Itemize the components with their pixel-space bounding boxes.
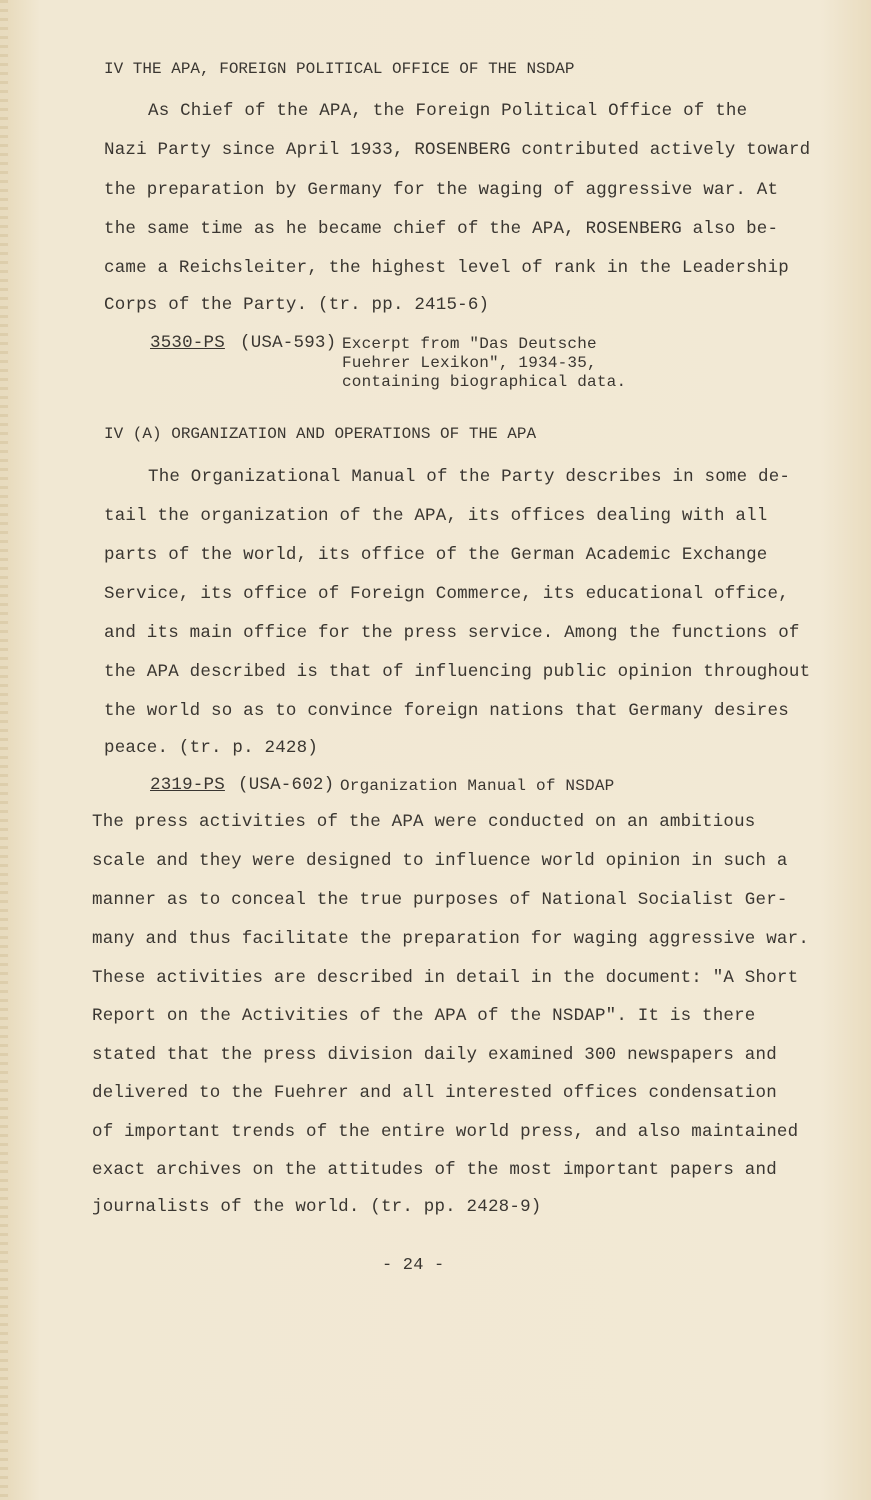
paragraph-line: came a Reichsleiter, the highest level of rank in the Leadership [104,258,789,278]
paragraph-line: of important trends of the entire world press, and also maintained [92,1122,799,1142]
paragraph-line: parts of the world, its office of the German Academic Exchange [104,545,768,565]
paragraph-line: Report on the Activities of the APA of the NSDAP". It is there [92,1006,756,1026]
paragraph-line: the preparation by Germany for the waging of aggressive war. At [104,180,779,200]
reference-title: Organization Manual of NSDAP [340,777,615,795]
paragraph-line: the APA described is that of influencing public opinion throughout [104,662,811,682]
paragraph-line: These activities are described in detail in the document: "A Short [92,968,799,988]
section-heading-organization: IV (A) ORGANIZATION AND OPERATIONS OF THE APA [104,425,537,443]
paragraph-line: stated that the press division daily examined 300 newspapers and [92,1045,777,1065]
paragraph-line: and its main office for the press service. Among the functions of [104,623,800,643]
reference-doc-id: 2319-PS [150,775,225,795]
page-number: - 24 - [382,1256,445,1275]
paragraph-line: the world so as to convince foreign nations that Germany desires [104,701,789,721]
paragraph-line: Service, its office of Foreign Commerce, its educational office, [104,584,789,604]
paragraph-line: Nazi Party since April 1933, ROSENBERG contributed actively toward [104,140,811,160]
paragraph-line: manner as to conceal the true purposes of National Socialist Ger- [92,890,788,910]
paragraph-line: peace. (tr. p. 2428) [104,738,319,758]
reference-description-line: Excerpt from "Das Deutsche [342,335,597,353]
page-edge-binding [0,0,8,1500]
reference-doc-id: 3530-PS [150,333,225,353]
paragraph-line: delivered to the Fuehrer and all interested offices condensation [92,1083,777,1103]
paragraph-line: tail the organization of the APA, its offices dealing with all [104,506,768,526]
section-heading-apa: IV THE APA, FOREIGN POLITICAL OFFICE OF THE NSDAP [104,60,575,78]
paragraph-line: journalists of the world. (tr. pp. 2428-9) [92,1197,542,1217]
paragraph-line: The press activities of the APA were conducted on an ambitious [92,812,756,832]
reference-exhibit: (USA-593) [240,333,337,353]
reference-exhibit: (USA-602) [238,775,335,795]
paragraph-line: scale and they were designed to influence world opinion in such a [92,851,788,871]
reference-description-line: Fuehrer Lexikon", 1934-35, [342,354,597,372]
paragraph-line: Corps of the Party. (tr. pp. 2415-6) [104,295,490,315]
reference-description-line: containing biographical data. [342,373,627,391]
paragraph-line: exact archives on the attitudes of the most important papers and [92,1160,777,1180]
paragraph-line: The Organizational Manual of the Party describes in some de- [148,467,791,487]
paragraph-line: As Chief of the APA, the Foreign Political Office of the [148,101,748,121]
paragraph-line: the same time as he became chief of the APA, ROSENBERG also be- [104,219,779,239]
paragraph-line: many and thus facilitate the preparation for waging aggressive war. [92,929,810,949]
